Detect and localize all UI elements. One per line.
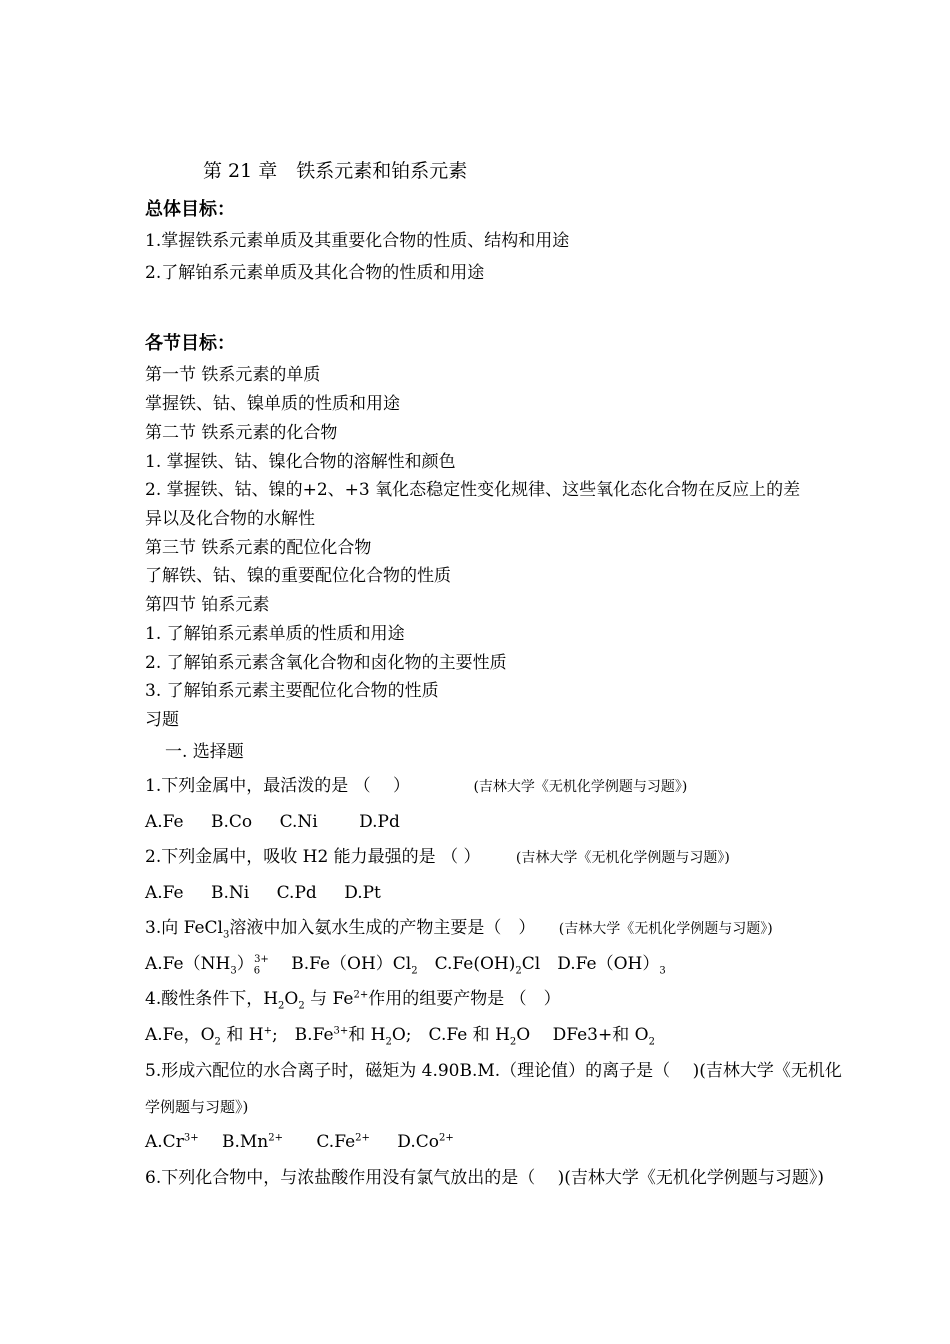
question-5-continued: 学例题与习题》): [145, 1098, 249, 1116]
option: C.Ni: [279, 812, 318, 832]
section-line: 了解铁、钴、镍的重要配位化合物的性质: [145, 566, 451, 586]
general-goal-item: 2.了解铂系元素单质及其化合物的性质和用途: [145, 263, 485, 283]
option: A.Fe: [145, 812, 184, 832]
option: $C.Fe^{2+}$: [316, 1132, 370, 1152]
question-text: 溶液中加入氨水生成的产物主要是（ ）: [229, 918, 536, 938]
option: B.Ni: [211, 883, 250, 903]
question-text: 与 Fe: [304, 989, 354, 1009]
option: A.Fe: [145, 883, 184, 903]
question-source: (吉林大学《无机化学例题与习题》): [473, 779, 688, 795]
option: D.Pd: [359, 812, 400, 832]
option: $A.Cr^{3+}$: [145, 1132, 199, 1152]
question-text: 2.下列金属中，吸收 H2 能力最强的是 （ ）: [145, 847, 481, 867]
question-source: (吉林大学《无机化学例题与习题》): [515, 850, 730, 866]
question-4-options: A.Fe，$O_2$ 和 H+; $B.Fe^{3+}$和 $H_2O$; C.Fe 和 $H_2O$ DFe3+和 $O_2$: [145, 1025, 655, 1048]
question-4: [145, 988, 561, 1010]
question-3: [145, 917, 773, 940]
part-title: 一. 选择题: [165, 742, 244, 762]
question-5: 5.形成六配位的水合离子时，磁矩为 4.90B.M.（理论值）的离子是（ )(吉林大学《无机化: [145, 1061, 842, 1081]
question-source: (吉林大学《无机化学例题与习题》): [558, 921, 773, 937]
question-text: 3.向 FeCl: [145, 918, 223, 938]
question-2-options: [145, 882, 403, 904]
section-line: 第二节 铁系元素的化合物: [145, 423, 338, 443]
section-line: 1. 掌握铁、钴、镍化合物的溶解性和颜色: [145, 452, 456, 472]
question-text: 作用的组要产物是 （ ）: [368, 989, 561, 1009]
section-line: 2. 掌握铁、钴、镍的+2、+3 氧化态稳定性变化规律、这些氧化态化合物在反应上的差: [145, 480, 801, 500]
subscript: 3: [223, 929, 230, 941]
general-goals-heading: 总体目标：: [145, 199, 235, 220]
section-line: 第四节 铂系元素: [145, 595, 270, 615]
section-line: 掌握铁、钴、镍单质的性质和用途: [145, 394, 400, 414]
question-text: O: [284, 989, 299, 1009]
section-line: 1. 了解铂系元素单质的性质和用途: [145, 624, 405, 644]
section-goals-heading: 各节目标：: [145, 333, 235, 354]
question-1: [145, 775, 687, 798]
subscript: 2: [298, 1000, 305, 1012]
section-line: 异以及化合物的水解性: [145, 509, 315, 529]
option: C.Pd: [276, 883, 317, 903]
superscript: 2+: [353, 989, 369, 1001]
question-1-options: [145, 811, 422, 833]
question-text: 4.酸性条件下，H: [145, 989, 279, 1009]
option: D.Pt: [344, 883, 381, 903]
exercises-heading: 习题: [145, 710, 179, 730]
question-text: 1.下列金属中，最活泼的是 （ ）: [145, 776, 411, 796]
question-2: [145, 846, 730, 869]
option: B.Co: [211, 812, 253, 832]
section-line: 第一节 铁系元素的单质: [145, 365, 321, 385]
option: $B.Mn^{2+}$: [221, 1132, 283, 1152]
option: $D.Co^{2+}$: [397, 1132, 454, 1152]
question-3-options: $A.Fe(NH_3)_6^{3+}$ $B.Fe(OH)Cl_2$ $C.Fe(OH)_2Cl$ $D.Fe(OH)_3$: [145, 954, 666, 977]
subscript: 2: [278, 1000, 285, 1012]
section-line: 2. 了解铂系元素含氧化合物和卤化物的主要性质: [145, 653, 507, 673]
question-6: 6.下列化合物中，与浓盐酸作用没有氯气放出的是（ )(吉林大学《无机化学例题与习题》): [145, 1168, 825, 1188]
question-5-options: [145, 1131, 454, 1153]
section-line: 3. 了解铂系元素主要配位化合物的性质: [145, 681, 439, 701]
general-goal-item: 1.掌握铁系元素单质及其重要化合物的性质、结构和用途: [145, 231, 570, 251]
chapter-title: 第 21 章 铁系元素和铂系元素: [203, 160, 468, 182]
section-line: 第三节 铁系元素的配位化合物: [145, 538, 372, 558]
